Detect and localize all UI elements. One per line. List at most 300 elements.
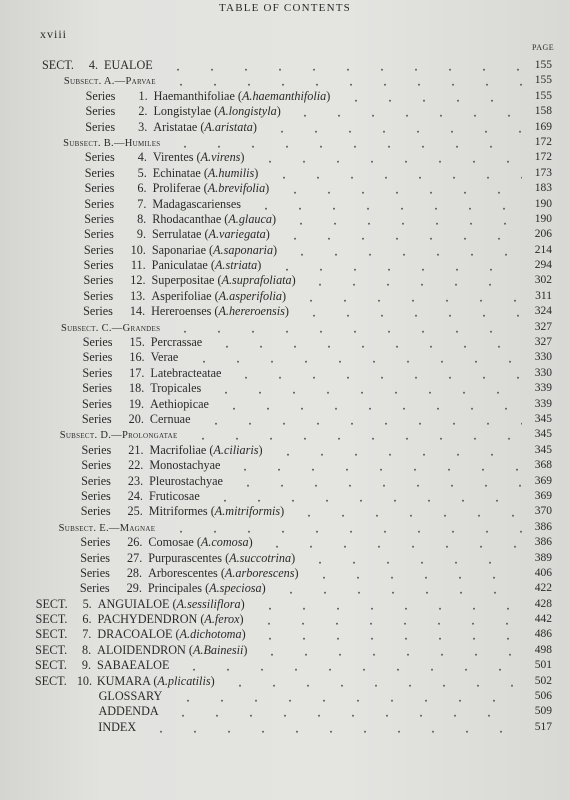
toc-row (0, 612, 570, 627)
series-name: Saponariae (151, 242, 206, 257)
series-name: Proliferae (152, 181, 201, 196)
leader-dots (161, 58, 522, 73)
series-name: Fruticosae (148, 488, 200, 503)
series-label: Series (83, 304, 113, 319)
series-number: 25. (127, 504, 143, 519)
species-wrap: (A.comosa) (193, 535, 253, 550)
toc-row (0, 120, 570, 135)
toc-row (0, 520, 570, 535)
series-number: 14. (129, 304, 146, 319)
subsect-name: Prolongatae (121, 430, 178, 442)
series-label: Series (85, 104, 116, 119)
series-name: Monostachyae (149, 458, 221, 473)
sect-label: SECT. (42, 58, 74, 72)
leader-dots (285, 243, 522, 258)
series-number: 8. (137, 211, 147, 226)
page-ref: 442 (534, 613, 552, 626)
leader-dots (253, 627, 522, 642)
series-name: Comosae (148, 535, 194, 550)
toc-row (0, 366, 570, 381)
toc-row (0, 73, 570, 88)
leader-dots (209, 381, 522, 396)
series-number: 29. (126, 581, 142, 596)
page-ref: 327 (534, 336, 552, 349)
leader-dots (267, 166, 522, 181)
entry-text (83, 335, 202, 350)
sect-number: 10. (76, 673, 93, 688)
toc-row (0, 551, 570, 566)
page-ref: 369 (534, 489, 552, 502)
toc-row (0, 458, 570, 473)
toc-row (0, 350, 570, 365)
species-wrap: (A.dichotoma) (172, 627, 246, 642)
sect-number: 8. (82, 642, 92, 657)
page-ref: 302 (534, 274, 552, 287)
subsect-label: Subsect. A.— (63, 76, 126, 88)
page-ref: 498 (534, 643, 552, 656)
sect-label: SECT. (34, 658, 67, 673)
leader-dots (168, 320, 522, 335)
page-ref: 158 (534, 105, 552, 118)
subsect-label: Subsect. B.— (63, 137, 125, 149)
sect-label: SECT. (34, 673, 67, 688)
leader-dots (171, 689, 522, 704)
leader-dots (252, 612, 522, 627)
leader-dots (288, 104, 522, 119)
toc-row (0, 212, 570, 227)
sect-name: KUMARA (96, 673, 151, 688)
leader-dots (339, 89, 522, 104)
leader-dots (217, 397, 522, 412)
entry-text (82, 381, 201, 396)
sect-number: 5. (82, 596, 92, 611)
toc-row (0, 58, 570, 73)
series-name: Aethiopicae (150, 396, 209, 411)
series-name: Pleurostachyae (149, 473, 223, 488)
species-wrap: (A.suprafoliata) (214, 273, 296, 288)
series-label: Series (81, 458, 112, 473)
species-wrap: (A.succotrina) (222, 550, 296, 565)
species-wrap: (A.speciosa) (202, 581, 266, 596)
series-number: 9. (136, 227, 147, 242)
toc-row (0, 197, 570, 212)
series-number: 1. (138, 88, 148, 103)
page-ref: 406 (534, 566, 552, 579)
table-of-contents (0, 58, 570, 735)
leader-dots (208, 489, 522, 504)
leader-dots (292, 504, 522, 519)
toc-row (0, 674, 570, 689)
entry-text (35, 627, 245, 642)
species-wrap: (A.variegata) (201, 227, 270, 242)
species-wrap: (A.striata) (207, 258, 262, 273)
series-label: Series (84, 227, 114, 242)
page-ref: 386 (534, 520, 552, 533)
entry-text (84, 197, 241, 212)
entry-text (82, 366, 221, 381)
appendix-name: GLOSSARY (98, 689, 163, 704)
leader-dots (249, 197, 522, 212)
sect-number: 9. (81, 658, 91, 673)
entry-text (63, 135, 160, 151)
entry-text (61, 320, 160, 336)
leader-dots (297, 304, 522, 319)
series-name: Hereroenses (151, 304, 212, 319)
series-number: 27. (127, 550, 143, 565)
leader-dots (255, 643, 522, 658)
page-ref: 214 (534, 243, 552, 256)
series-label: Series (80, 550, 111, 565)
leader-dots (168, 135, 522, 150)
toc-row (0, 627, 570, 642)
sect-name: PACHYDENDRON (97, 612, 198, 627)
toc-row (0, 289, 570, 304)
entry-text (83, 289, 286, 304)
leader-dots (294, 289, 522, 304)
species-name: A.arborescens (224, 565, 295, 580)
entry-text (83, 273, 295, 288)
species-wrap: (A.virens) (193, 150, 245, 165)
page-ref: 327 (534, 320, 552, 333)
page-ref: 386 (534, 536, 552, 549)
entry-text (36, 597, 245, 612)
species-name: A.variegata (208, 227, 266, 242)
series-number: 5. (137, 165, 147, 180)
leader-dots (228, 458, 522, 473)
page-ref: 330 (534, 366, 552, 379)
species-name: A.aristata (204, 119, 253, 134)
toc-row (0, 443, 570, 458)
sect-name: ANGUIALOE (97, 596, 170, 611)
species-name: A.ciliaris (213, 442, 259, 457)
sect-label: SECT. (35, 612, 68, 627)
leader-dots (284, 212, 522, 227)
species-wrap: (A.longistyla) (211, 104, 281, 119)
toc-row (0, 412, 570, 427)
page-ref: 173 (534, 166, 552, 179)
page-ref: 506 (534, 690, 552, 703)
species-wrap: (A.humilis) (200, 165, 259, 180)
species-wrap: (A.ferox) (197, 612, 244, 627)
series-number: 3. (138, 119, 148, 134)
page-ref: 370 (534, 505, 552, 518)
sect-name: SABAEALOE (96, 658, 170, 673)
series-label: Series (82, 365, 113, 380)
species-name: A.dichotoma (179, 627, 242, 642)
species-wrap: (A.mitriformis) (207, 504, 285, 519)
toc-row (0, 104, 570, 119)
series-number: 23. (127, 473, 144, 488)
leader-dots (210, 335, 522, 350)
leader-dots (144, 720, 522, 735)
entry-text (83, 304, 289, 319)
toc-row (0, 335, 570, 350)
entry-text (35, 643, 247, 658)
species-name: A.Bainesii (192, 642, 244, 657)
entry-text (85, 166, 259, 181)
subsect-label: Subsect. E.— (58, 522, 120, 534)
series-label: Series (82, 350, 113, 365)
entry-text (60, 427, 178, 443)
leader-dots (278, 181, 522, 196)
series-name: Haemanthifoliae (153, 88, 235, 103)
sect-number: 7. (82, 627, 92, 642)
toc-row (0, 720, 570, 735)
species-wrap: (A.ciliaris) (206, 442, 263, 457)
sect-label: SECT. (35, 627, 68, 642)
leader-dots (303, 551, 522, 566)
species-name: A.haemanthifolia (241, 88, 327, 103)
toc-row (0, 704, 570, 719)
toc-row (0, 258, 570, 273)
toc-row (0, 689, 570, 704)
page-ref: 169 (534, 120, 552, 133)
series-label: Series (80, 565, 110, 580)
series-label: Series (83, 288, 114, 303)
species-wrap: (A.saponaria) (206, 242, 278, 257)
series-name: Verae (150, 350, 179, 365)
series-number: 6. (137, 181, 147, 196)
species-wrap: (A.haemanthifolia) (234, 88, 331, 103)
species-wrap: (A.aristata) (197, 119, 257, 134)
series-number: 19. (128, 396, 145, 411)
page-ref: 428 (534, 597, 552, 610)
series-number: 12. (130, 273, 146, 288)
entry-text (80, 581, 266, 596)
species-wrap: (A.hereroensis) (211, 304, 289, 319)
page-ref: 294 (534, 259, 552, 272)
sect-number: 6. (82, 612, 92, 627)
toc-row (0, 504, 570, 519)
sect-name: EUALOE (104, 58, 153, 72)
series-name: Mitriformes (148, 504, 208, 519)
subsect-name: Humiles (124, 137, 161, 149)
subsect-name: Parvae (125, 76, 156, 88)
leader-dots (274, 581, 522, 596)
species-name: A.humilis (207, 165, 255, 180)
leader-dots (177, 658, 522, 673)
leader-dots (260, 535, 522, 550)
toc-row (0, 243, 570, 258)
series-number: 4. (137, 150, 147, 165)
entry-text (36, 612, 244, 627)
entry-text (98, 704, 158, 719)
sect-name: ALOIDENDRON (97, 642, 186, 657)
toc-row (0, 397, 570, 412)
species-wrap: (A.plicatilis) (150, 673, 215, 688)
species-name: A.glauca (228, 211, 273, 226)
toc-row (0, 474, 570, 489)
series-name: Longistylae (153, 104, 212, 119)
entry-text (99, 689, 163, 704)
sect-number: 4. (88, 58, 98, 72)
species-name: A.succotrina (229, 550, 292, 565)
page-ref: 502 (534, 674, 552, 687)
toc-row (0, 489, 570, 504)
series-number: 22. (128, 458, 144, 473)
entry-text (84, 227, 270, 242)
series-label: Series (83, 258, 114, 273)
species-name: A.ferox (204, 612, 240, 627)
page-ref: 345 (534, 443, 552, 456)
series-label: Series (80, 488, 111, 503)
leader-dots (199, 412, 522, 427)
entry-text (85, 120, 257, 135)
appendix-name: INDEX (98, 719, 137, 734)
series-label: Series (82, 335, 113, 350)
series-number: 20. (128, 411, 144, 426)
leader-dots (166, 704, 522, 719)
series-number: 28. (126, 565, 143, 580)
subsect-name: Magnae (119, 522, 156, 534)
entry-text (81, 474, 223, 489)
page-ref: 155 (534, 59, 552, 71)
series-name: Percrassae (150, 335, 203, 350)
leader-dots (229, 366, 522, 381)
leader-dots (187, 350, 522, 365)
page-ref: 311 (535, 289, 552, 302)
series-number: 2. (138, 104, 148, 119)
series-number: 7. (137, 196, 147, 211)
toc-row (0, 381, 570, 396)
page-ref: 324 (534, 305, 552, 318)
toc-row (0, 427, 570, 442)
entry-text (85, 181, 270, 196)
series-name: Asperifoliae (151, 288, 212, 303)
series-label: Series (82, 396, 112, 411)
series-number: 16. (129, 350, 145, 365)
page-ref: 206 (534, 228, 552, 241)
series-name: Macrifoliae (149, 442, 207, 457)
species-wrap: (A.glauca) (221, 211, 277, 226)
toc-row (0, 597, 570, 612)
series-name: Rhodacanthae (152, 211, 222, 226)
entry-text (35, 674, 215, 689)
entry-text (81, 504, 284, 519)
page-ref: 368 (534, 459, 552, 472)
series-name: Cernuae (149, 411, 191, 426)
series-number: 15. (129, 335, 145, 350)
species-name: A.saponaria (213, 242, 274, 257)
entry-text (84, 258, 262, 273)
species-name: A.asperifolia (218, 288, 282, 303)
series-name: Madagascarienses (152, 196, 242, 211)
leader-dots (307, 566, 522, 581)
toc-row (0, 135, 570, 150)
page-ref: 339 (534, 382, 552, 395)
series-label: Series (80, 504, 111, 519)
page-ref: 183 (534, 182, 552, 195)
series-number: 10. (130, 242, 146, 257)
series-label: Series (84, 181, 115, 196)
series-number: 21. (128, 442, 144, 457)
leader-dots (278, 227, 522, 242)
entry-text (80, 551, 295, 566)
series-label: Series (84, 196, 115, 211)
series-number: 18. (129, 381, 145, 396)
series-name: Serrulatae (152, 227, 202, 242)
subsect-name: Grandes (122, 322, 161, 334)
toc-row (0, 643, 570, 658)
leader-dots (164, 73, 522, 88)
entry-text (35, 658, 169, 673)
series-label: Series (84, 165, 115, 180)
species-name: A.brevifolia (207, 181, 266, 196)
entry-text (86, 89, 331, 104)
series-label: Series (85, 119, 116, 134)
running-header: TABLE OF CONTENTS (219, 2, 351, 14)
series-name: Purpurascentes (148, 550, 223, 565)
page-ref: 422 (534, 582, 552, 595)
page-ref: 501 (534, 659, 552, 672)
toc-row (0, 227, 570, 242)
species-wrap: (A.asperifolia) (211, 288, 287, 303)
species-wrap: (A.Bainesii) (185, 642, 248, 657)
subsect-label: Subsect. C.— (60, 322, 123, 334)
leader-dots (253, 597, 522, 612)
species-name: A.longistyla (218, 104, 277, 119)
page-ref: 517 (534, 720, 552, 733)
series-name: Tropicales (150, 381, 202, 396)
toc-row (0, 658, 570, 673)
page-ref: 345 (534, 412, 552, 425)
species-name: A.hereroensis (218, 304, 285, 319)
page-ref: 190 (534, 212, 552, 225)
series-label: Series (81, 442, 112, 457)
toc-row (0, 181, 570, 196)
leader-dots (223, 674, 522, 689)
series-label: Series (80, 535, 111, 550)
series-label: Series (85, 88, 116, 103)
series-number: 26. (127, 535, 143, 550)
leader-dots (265, 120, 522, 135)
series-label: Series (83, 242, 114, 257)
page-ref: 369 (534, 474, 552, 487)
toc-row (0, 304, 570, 319)
series-number: 24. (127, 488, 143, 503)
leader-dots (270, 258, 522, 273)
page-ref: 509 (534, 705, 552, 718)
page-number: xviii (40, 27, 68, 41)
leader-dots (186, 427, 522, 442)
species-name: A.speciosa (209, 581, 262, 596)
page-ref: 155 (534, 89, 552, 102)
appendix-name: ADDENDA (98, 704, 159, 719)
leader-dots (253, 150, 522, 165)
toc-row (0, 273, 570, 288)
entry-text (59, 520, 156, 536)
entry-text (84, 243, 277, 258)
entry-text (85, 104, 280, 119)
leader-dots (271, 443, 522, 458)
toc-row (0, 150, 570, 165)
series-name: Principales (147, 581, 203, 596)
series-label: Series (81, 473, 111, 488)
page-ref: 172 (534, 151, 552, 164)
page-column-label: PAGE (532, 43, 555, 52)
page-ref: 389 (534, 551, 552, 564)
series-name: Virentes (152, 150, 194, 165)
series-label: Series (84, 211, 114, 226)
series-name: Superpositae (151, 273, 215, 288)
entry-text (98, 720, 136, 735)
species-wrap: (A.arborescens) (217, 565, 299, 580)
species-name: A.plicatilis (157, 673, 211, 688)
entry-text (82, 412, 191, 427)
series-name: Latebracteatae (150, 365, 222, 380)
species-name: A.striata (214, 258, 258, 273)
entry-text (80, 566, 299, 581)
